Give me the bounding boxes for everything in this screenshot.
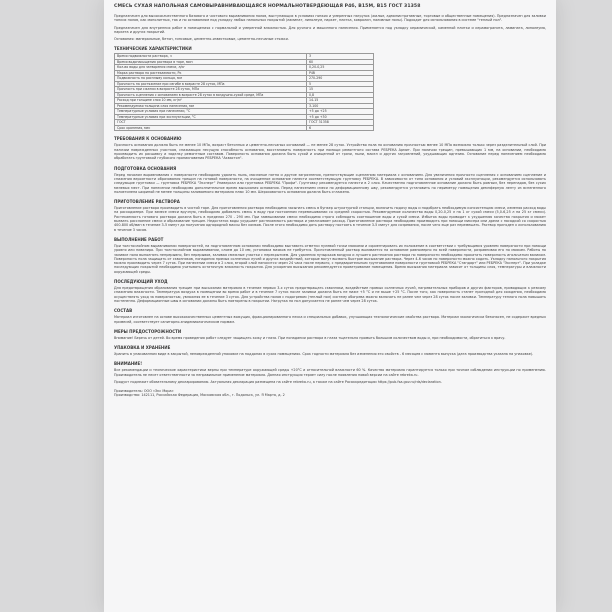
props-label: Температурные условия при эксплуатации, °С: [115, 114, 307, 120]
section-heading: ПОСЛЕДУЮЩИЙ УХОД: [114, 279, 168, 285]
props-value: 14-15: [307, 98, 374, 104]
props-label: Прочность при сжатии в возрасте 28 суток, МПа: [115, 87, 307, 93]
section-heading: ВЫПОЛНЕНИЕ РАБОТ: [114, 236, 164, 242]
section-heading: ПРИГОТОВЛЕНИЕ РАСТВОРА: [114, 199, 180, 205]
props-value: Р4б: [307, 70, 374, 76]
props-label: Кол-во воды для затворения смеси, л/кг: [115, 65, 307, 71]
props-value: 60: [307, 59, 374, 65]
section-text: Прочность основания должна быть не менее 10 МПа, возраст бетонных и цементно-песчаных оснований — не менее 28 суток. Устройство пола по основанию прочностью менее 10 МПа возможно только через разделительный слой. При наличии поврежденных участков, снижающих несущую способность основания, восстановить поверхность при помощи ремонтного состава РЕБРЕКА Армит. При наличии трещин, превышающих 1 мм, на основании, необходимо производить их расшивку и заделку ремонтным составом. Поверхность основания должна быть сухой и очищенной от грязи, пыли, масел и других загрязнений, ухудшающих адгезию. Основание перед нанесением необходимо обработать грунтовкой глубокого проникновения РЕБРЕКА "Аквастоп".: [114, 143, 546, 161]
props-label: Время подвижности раствора, ч: [115, 54, 307, 60]
intro-paragraph-3: Основания: минеральные, бетон, гипсовые, цементно-известковые, цементно-песчаные стяжки.: [114, 37, 289, 42]
section-heading: ВНИМАНИЕ!: [114, 361, 143, 367]
section-text: Хранить в упакованном виде в закрытой, неповрежденной упаковке на поддонах в сухих помещениях. Срок годности материала без изменения его свойств - 6 месяцев с момента выпуска (дата производства указана на упаковке).: [114, 352, 534, 357]
section-heading: ПОДГОТОВКА ОСНОВАНИЯ: [114, 165, 177, 171]
props-label: Температурные условия при нанесении, °С: [115, 109, 307, 115]
props-label: Марка раствора по растекаемости, Рк: [115, 70, 307, 76]
props-label: Расход при толщине слоя 10 мм, кг/м²: [115, 98, 307, 104]
props-label: Рекомендуемая толщина слоя нанесения, мм: [115, 103, 307, 109]
section-heading: МЕРЫ ПРЕДОСТОРОЖНОСТИ: [114, 328, 182, 334]
section-heading: ТРЕБОВАНИЯ К ОСНОВАНИЮ: [114, 136, 182, 142]
doc-title: СМЕСЬ СУХАЯ НАПОЛЬНАЯ САМОВЫРАВНИВАЮЩАЯСЯ НОРМАЛЬНОТВЕРДЕЮЩАЯ Р4б, В15М, В15 ГОСТ 31358: [114, 4, 421, 9]
props-value: +5 до +25: [307, 109, 374, 115]
props-value: 0,8: [307, 92, 374, 98]
props-heading: ТЕХНИЧЕСКИЕ ХАРАКТЕРИСТИКИ: [114, 46, 192, 52]
product-label-sheet: [104, 0, 556, 612]
props-label: Срок хранения, мес: [115, 125, 307, 131]
footer: [114, 380, 546, 398]
props-value: 6: [307, 125, 374, 131]
props-value: 0,20-0,25: [307, 65, 374, 71]
props-row: [115, 125, 374, 131]
section-text: Перед началом выравнивания с поверхности необходимо удалить пыль, масляные пятна и другие загрязнения, препятствующие сцеплению материала с основанием. Для увеличения прочности сцепления с основанием сцепление и снижения вероятности образования трещин на готовой поверхности, на очищенное основание нанести соответствующую грунтовку РЕБРЕКА. В зависимости от типа основания и условий эксплуатации, рекомендуется использовать следующие грунтовки — грунтовка РЕБРЕКА "Эксперт" Универсал или грунтовка РЕБРЕКА "Профи". Грунтовку рекомендуется нанести в 2 слоя. Качественно подготовленное основание должно быть ровным, без перепадов, без сухих мелевых мест. При нанесении необходимо дополнительное время высыхания основания. Перед нанесением смеси по деформационному шву, рекомендуется установить по периметру помещения демпферную ленту из вспененного полиэтилена шириной не менее толщины заливаемого материала плюс 10 мм. Шероховатость основания должна быть сглажена.: [114, 172, 546, 194]
instruction-sections: [114, 136, 546, 377]
technical-properties-table: [114, 53, 374, 131]
props-label: Подвижность по расплыву кольца, мм: [115, 76, 307, 82]
props-value: 3: [307, 54, 374, 60]
section-text: Материал изготовлен на основе высококачественных цементных вяжущих, фракционированного песка и специальных добавок, улучшающих технологические свойства раствора. Материал экологически безопасен, не содержит вредных примесей, соответствует санитарно-эпидемиологическим нормам.: [114, 315, 546, 324]
props-value: 3-100: [307, 103, 374, 109]
props-label: Время водонасыщения раствора в таре, мин: [115, 59, 307, 65]
props-value: 5: [307, 81, 374, 87]
props-value: ГОСТ 31358: [307, 120, 374, 126]
section-heading: УПАКОВКА И ХРАНЕНИЕ: [114, 345, 171, 351]
section-heading: СОСТАВ: [114, 308, 133, 314]
footer-manufacturer: Производитель: ООО «Экс Мора»: [114, 388, 174, 393]
footer-production-address: Производство: 142111, Российская Федерация, Московская обл., г. Подольск, ул. Я Марта, д. 2: [114, 393, 285, 398]
footer-declaration: Продукт подлежит обязательному декларированию. Актуальная декларация размещена на сайте rebreka.ru, а также на сайте Росаккредитации https://pub.fsa.gov.ru/rds/declaration.: [114, 379, 442, 384]
intro-paragraph-1: Предназначен для высококачественного базового и чистового выравнивания полов, выступающих в условиях низких и умеренных нагрузок (жилые, административные, торговые и общественные помещения). Предназначен для заливки тонких полов, как монолитных, так и по основаниям под укладку любых напольных покрытий (ламинат, линолеум, паркет, плитка, ковролин, наливные полы). Подходит для использования в системе "теплый пол".: [114, 14, 546, 23]
props-label: ГОСТ: [115, 120, 307, 126]
props-label: Прочность на растяжение при изгибе в возрасте 28 суток, МПа: [115, 81, 307, 87]
props-value: 270-290: [307, 76, 374, 82]
props-value: +5 до +30: [307, 114, 374, 120]
intro-paragraph-2: Предназначен для внутренних работ в помещениях с нормальной и умеренной влажностью. Для ручного и машинного нанесения. Применяется под укладку керамической, каменной плитки и керамогранита, ламината, линолеума, паркета и других покрытий.: [114, 25, 546, 34]
section-text: Приготовление раствора производить в чистой таре. Для приготовления раствора необходимо засыпать смесь в бункер штукатурной станции, включить подачу воды и подобрать необходимую консистенцию смеси, изменяя расход воды на расходомере. При замесе смеси вручную, необходимо добавлять смесь в воду при постоянном перемешивании со средней скоростью. Рекомендуемое количество воды 0,20-0,25 л на 1 кг сухой смеси (5,0-6,25 л на 25 кг смеси). Растекаемость готового раствора должна быть в пределах 270 - 290 мм. При замешивании смеси необходимо строго соблюдать соотношение воды и сухой смеси. Избыток воды приводит к ухудшению качества покрытия и может вызвать расслоение смеси и образование трещин. Недостаток воды ухудшает растекаемость раствора и увеличивает расход. Приготовление раствора необходимо производить при помощи миксера или дрели с насадкой со скоростью 400-800 об/мин в течение 3-5 минут до получения однородной массы без комков. После этого необходимо дать раствору постоять в течение 3-5 минут для созревания, после чего еще раз перемешать. Раствор пригоден к использованию в течение 3 часов.: [114, 206, 546, 232]
section-text: Для предотвращения образования трещин при высыхании материала в течение первых 3-х суток предотвращать сквозняки, воздействие прямых солнечных лучей, нагревательных приборов и других факторов, приводящих к резкому снижению влажности. Температура воздуха в помещении во время работ и в течение 7 суток после заливки должна быть не ниже +5 °С и не выше +25 °С. После того, как поверхность станет пригодной для хождения, необходимо осуществлять уход за поверхностью, увлажняя ее в течение 3 суток. Для устройства полов с подогревом (теплый пол) систему обогрева можно включать не ранее чем через 28 суток после заливки. Температуру теплого пола повышать постепенно. Деформационные швы в основании должны быть повторены в покрытии. Нагрузка на пол допускается не ранее чем через 28 суток.: [114, 286, 546, 303]
section-text: Все рекомендации и технические характеристики верны при температуре окружающей среды +20°С и относительной влажности 60 %. Качество материала гарантируется только при точном соблюдении инструкции по применению. Производитель не несет ответственности за неправильное применение материала. Данная инструкция теряет силу после появления новой версии на сайте rebreka.ru.: [114, 368, 546, 377]
props-value: 15: [307, 87, 374, 93]
section-text: При толстослойном выравнивании поверхностей, на подготовленном основании необходимо выставить отметки нулевой точки маяками и сориентировать их положение в соответствии с требующимся уровнем поверхности при помощи уровня или нивелира. При толстослойном выравнивании, слоем до 10 мм, установка маяков не требуется. Приготовленный раствор выливается на основание равномерно по всей поверхности, разравнивая его по маякам. Работы по заливке пола выполнять непрерывно, без перерывов, заливая смежные участки с перекрытием. Для удаления пузырьков воздуха и лучшего растекания раствора по поверхности необходимо прокатать поверхность игольчатым валиком. Поверхность пола защищать от сквозняков, попадания прямых солнечных лучей и других воздействий, которые могут вызвать быстрое высыхание раствора. Через 4-6 часов по поверхности можно ходить. Укладку напольного покрытия можно производить через 7 суток. При нанесении смеси в 2 слоя, второй слой наносится через 24 часа после первого, с предварительным грунтованием поверхности грунтовкой РЕБРЕКА "Стандарт" или РЕБРЕКА "Эксперт". При укладке последующих покрытий необходимо учитывать остаточную влажность покрытия. Для ускорения высыхания рекомендуется проветривание помещения. Время высыхания материала зависит от толщины слоя, температуры и влажности окружающей среды.: [114, 243, 546, 274]
section-text: Внимание! Беречь от детей. Во время проведения работ следует защищать кожу и глаза. При попадании раствора в глаза тщательно промыть большим количеством воды и, при необходимости, обратиться к врачу.: [114, 335, 506, 340]
props-label: Прочность сцепления с основанием в возрасте 28 суток в воздушно-сухой среде, МПа: [115, 92, 307, 98]
